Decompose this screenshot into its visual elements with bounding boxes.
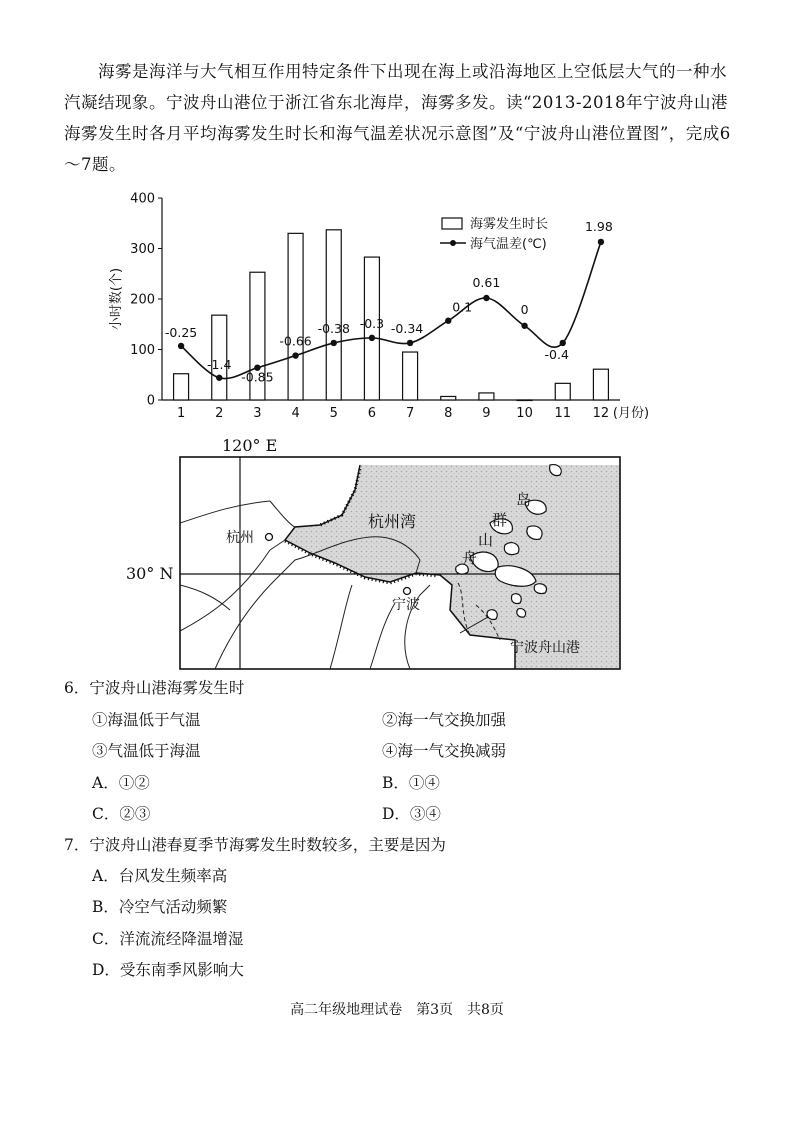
legend-line-dot	[450, 240, 456, 246]
x-tick-label: 4	[291, 406, 300, 421]
sea-area	[285, 465, 620, 669]
temp-diff-point	[445, 318, 451, 324]
fog-bar	[479, 393, 494, 400]
fog-bar	[403, 352, 418, 400]
y-tick-label: 0	[146, 393, 155, 409]
hangzhou-label: 杭州	[226, 530, 254, 546]
temp-diff-label: -0.3	[359, 315, 385, 331]
y-axis-title: 小时数(个)	[109, 267, 124, 331]
lon-label: 120° E	[222, 436, 278, 455]
x-tick-label: 2	[215, 406, 224, 421]
q7-stem: 7．宁波舟山港春夏季节海雾发生时数较多，主要是因为	[64, 836, 446, 854]
location-map	[120, 435, 640, 675]
islands-label-3: 舟	[462, 549, 478, 567]
y-tick-label: 400	[130, 191, 155, 207]
fog-bar	[593, 369, 608, 400]
ningbo-label: 宁波	[392, 597, 420, 613]
q6-option-4: ④海一气交换减弱	[382, 742, 507, 760]
temp-diff-point	[483, 295, 489, 301]
y-tick-label: 300	[130, 242, 155, 257]
q6-option-2: ②海一气交换加强	[382, 711, 507, 729]
temp-diff-label: -0.85	[241, 369, 274, 385]
temp-diff-label: -1.4	[207, 356, 232, 372]
temp-diff-label: -0.38	[317, 320, 350, 336]
x-tick-label: 9	[482, 406, 491, 421]
x-tick-label: 3	[253, 406, 262, 421]
fog-chart	[100, 188, 650, 421]
lat-label: 30° N	[126, 564, 174, 583]
islands-label-2: 山	[478, 531, 494, 549]
page-footer: 高二年级地理试卷 第3页 共8页	[290, 1002, 504, 1018]
x-tick-label: 7	[405, 406, 415, 421]
temp-diff-line	[181, 242, 601, 379]
x-tick-label: 11	[554, 406, 572, 421]
bay-label: 杭州湾	[368, 512, 417, 531]
q6-stem: 6．宁波舟山港海雾发生时	[64, 679, 245, 697]
temp-diff-point	[331, 340, 337, 346]
temp-diff-point	[178, 343, 184, 349]
x-axis-unit: (月份)	[612, 406, 650, 421]
temp-diff-label: -0.4	[544, 346, 569, 362]
x-tick-label: 10	[516, 406, 533, 421]
fog-bar	[326, 230, 341, 400]
temp-diff-point	[216, 375, 222, 381]
fog-bar	[517, 400, 532, 401]
temp-diff-point	[407, 340, 413, 346]
legend-line-label: 海气温差(℃)	[470, 237, 547, 252]
q6-option-3: ③气温低于海温	[92, 742, 201, 760]
q7-choice-b: B．冷空气活动频繁	[92, 898, 228, 916]
islands-label-4: 岛	[516, 491, 532, 509]
y-tick-label: 100	[130, 343, 155, 358]
q7-choice-c: C．洋流流经降温增湿	[92, 930, 244, 948]
q7-choice-a: A．台风发生频率高	[92, 867, 228, 885]
temp-diff-label: 1.98	[584, 218, 613, 234]
fog-bar	[441, 396, 456, 400]
fog-bar	[174, 374, 189, 400]
q6-choice-c: C．②③	[92, 805, 151, 823]
port-label: 宁波舟山港	[510, 640, 580, 656]
q7-choice-d: D．受东南季风影响大	[92, 961, 244, 979]
legend-bar-label: 海雾发生时长	[470, 217, 549, 232]
q6-choice-b: B．①④	[382, 774, 440, 792]
temp-diff-point	[521, 323, 527, 329]
temp-diff-point	[560, 340, 566, 346]
temp-diff-point	[292, 352, 298, 358]
fog-bar	[288, 233, 303, 400]
temp-diff-label: -0.66	[279, 333, 312, 349]
hangzhou-marker	[266, 534, 273, 541]
temp-diff-label: -0.34	[390, 320, 424, 336]
x-tick-label: 5	[329, 406, 338, 421]
y-tick-label: 200	[130, 292, 155, 308]
temp-diff-label: 0.61	[472, 274, 501, 290]
fog-bar	[555, 383, 570, 400]
ningbo-marker	[404, 588, 411, 595]
x-tick-label: 12	[592, 406, 610, 421]
temp-diff-point	[369, 335, 375, 341]
legend-bar-swatch	[442, 218, 462, 229]
x-tick-label: 8	[444, 406, 453, 421]
q6-choice-a: A．①②	[92, 774, 150, 792]
q6-choice-d: D．③④	[382, 805, 441, 823]
temp-diff-label: -0.25	[164, 324, 198, 340]
temp-diff-point	[598, 239, 604, 245]
x-tick-label: 6	[367, 406, 377, 421]
intro-paragraph: 海雾是海洋与大气相互作用特定条件下出现在海上或沿海地区上空低层大气的一种水汽凝结现象。宁波舟山港位于浙江省东北海岸，海雾多发。读“2013-2018年宁波舟山港海雾发生时各月平均海雾发生时长和海气温差状况示意图”及“宁波舟山港位置图”，完成6～7题。	[64, 62, 731, 174]
islands-label-1: 群	[492, 511, 508, 529]
temp-diff-label: 0	[520, 301, 529, 317]
temp-diff-label: 0.1	[452, 299, 473, 315]
x-tick-label: 1	[176, 406, 186, 421]
q6-option-1: ①海温低于气温	[92, 711, 201, 729]
